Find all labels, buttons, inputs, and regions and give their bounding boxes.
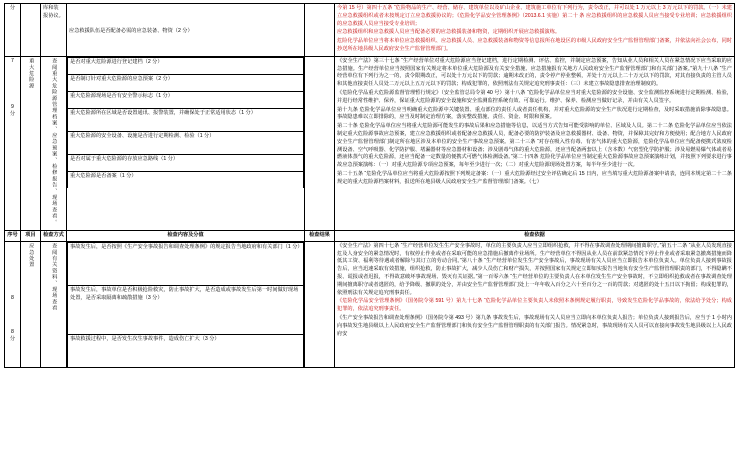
row-basis-top (335, 4, 735, 57)
row-content-top: 应急救援队伍是否配备必需的应急装备、物资（2 分） (67, 4, 305, 57)
table-header-row (5, 230, 735, 241)
header-basis: 检查依据 (335, 230, 735, 241)
content-item: 事故发生后，事故单位是否积极抢险救灾，防止事故扩大，是否造成或事故发生后第一时间做好现场处置，是否采取隔离和疏散措施（3 分） (68, 285, 304, 334)
header-result: 检查结果 (305, 230, 335, 241)
row-item-top (21, 4, 41, 57)
content-item: 重大危险源是否备案（1 分） (68, 171, 304, 188)
content-subtable (67, 57, 304, 188)
content-subtable (67, 242, 304, 367)
row-item-8 (21, 241, 41, 367)
table-row (5, 241, 735, 367)
row-score-top: 分 (5, 4, 21, 57)
row-index-value: 8 (11, 294, 14, 301)
header-item: 项目 (21, 230, 41, 241)
row-content-7 (67, 56, 305, 230)
row-item-7 (21, 56, 41, 230)
row-index-value: 7 (11, 57, 14, 64)
basis-paragraph: 今第 15 号）第四十五条 “危险物品的生产、经营、储存、建筑单位以及矿山企业、建筑施工单位有下列行为，责令改正，并可以处 1 万元以上 3 万元以下的罚款。（一）未建立应急救援组织或者未按规定订立应急救援协议的；《危险化学品安全管理条例》（2013.6.1 实施）第二十 条 应急救援组织的应急救援人员应当接受专业培训；应急救援组织的应急救援人员应当接受专业培训； (337, 5, 732, 27)
inspection-table (4, 3, 735, 368)
row-method-7 (41, 56, 67, 230)
row-method-label: 查阅有关资料、现场查看 (51, 242, 58, 311)
content-item: 是否对重大危险源进行登记建档（2 分） (68, 57, 304, 74)
content-item: 重大危险源所在区域是否设置通讯、报警装置，并确保处于正常适用状态（1 分） (68, 108, 304, 131)
row-method-label: 查阅重大危险源管理档案、应急预案、检修报告、现场查看。 (51, 57, 58, 226)
basis-paragraph: 《危险化学品重大危险源监督管理暂行规定》（安全监管总局令第 40 号）第十八条 “危险化学品单位应当对重大危险源的安全设施、安全监测监控系统进行定期检测、检验，并进行经常性维护、保养，保证重大危险源的安全设施和安全监测监控系统有效、可靠运行。维护、保养、检测应当做好记录，并由有关人员签字。 (337, 89, 732, 104)
table-row (5, 4, 735, 57)
header-seq: 序号 (5, 230, 21, 241)
basis-paragraph: 第二十条 危险化学品单位应当将重大危险源可能发生的事故后果和应急措施等信息，以适当方式告知可能受影响的单位、区域及人员。第二十二条 危险化学品单位应当依法制定重大危险源事故应急预案，建立应急救援组织或者配备应急救援人员，配备必要的防护装备及应急救援器材、设备、物资，并保障其完好和方便使用；配合地方人民政府安全生产监督管理部门制定所在地区涉及本单位的安全生产事故应急预案。第二十三条 “对存在吸入性有毒、有害气体的重大危险源，危险化学品单位应当配备便携式浓度检测设备、空气呼吸器、化学防护服、堵漏器材等应急器材和设备；涉及剧毒气体的重大危险源，还应当配备两套以上（含本数）气密型化学防护服；涉及易燃易爆气体或者易燃液体蒸气的重大危险源，还应当配备一定数量的便携式可燃气体检测设备。”第二十四条 危险化学品单位应当制定重大危险源事故应急预案演练计划，并按照下列要求进行事故应急预案演练：（一）对重大危险源专项应急预案，每年至少进行一次；（二）对重大危险源现场处置方案，每半年至少进行一次。 (337, 123, 732, 169)
basis-paragraph: 《安全生产法》第三十七条 “生产经营单位对重大危险源应当登记建档，进行定期检测、评估、监控，并制定应急预案，告知从业人员和相关人员在紧急情况下应当采取的应急措施。生产经营单位应当按照国家有关规定将本单位重大危险源及有关安全措施、应急措施报有关地方人民政府安全生产监督管理部门和有关部门备案。”第九十八条 “生产经营单位有下列行为之一的，责令限期改正，可以处十万元以下的罚款；逾期未改正的，责令停产停业整顿，并处十万元以上二十万元以下的罚款，对其直接负责的主管人员和其他直接责任人员处二万元以上五万元以下的罚款；构成犯罪的，依照刑法有关规定追究刑事责任：（三）未建立事故隐患排查治理制度的。 (337, 57, 732, 88)
content-item: 事故发生后，是否按照《生产安全事故报告和调查处理条例》的规定报告当地政府和有关部门（1 分） (68, 242, 304, 285)
row-item-label: 应急处置 (28, 242, 35, 268)
row-item-label: 重大危险源 (28, 57, 35, 89)
row-result-7 (305, 56, 335, 230)
row-content-8 (67, 241, 305, 367)
header-content: 检查内容及分值 (67, 230, 305, 241)
method-line-2: 报协议。 (43, 12, 64, 19)
content-item: 是否制订针对重大危险源的应急预案（2 分） (68, 74, 304, 91)
row-score-value: 9 分 (9, 103, 16, 118)
content-item: 重大危险源的安全设备、设施是否进行定期检测、检验（1 分） (68, 131, 304, 154)
basis-paragraph: 危险化学品单位应当将本单位应急救援组织、应急救援人员、应急救援装备和物资等信息报所在地设区的市级人民政府安全生产监督管理部门备案，并依法向社会公布，同时抄送所在地县级人民政府安全生产监督管理部门。 (337, 38, 732, 52)
method-line-1: 库和装 (43, 5, 59, 11)
basis-paragraph: 《危险化学品安全管理条例》（国务院令第 591 号）第九十七条 “危险化学品单位主要负责人未依照本条例规定履行职责，导致发生危险化学品事故的，依法给予处分；构成犯罪的，依法追究刑事责任。 (337, 298, 732, 313)
row-basis-7 (335, 56, 735, 230)
basis-paragraph: 第十九条 危险化学品单位应当明确重大危险源中关键装置、重点部位的责任人或者责任机构，并对重大危险源的安全生产状况进行定期检查，及时采取措施消除事故隐患。事故隐患难以立即排除的，应当及时制定治理方案，落实整改措施、责任、资金、时限和预案。 (337, 106, 732, 121)
header-method: 检查方式 (41, 230, 67, 241)
basis-paragraph: 《安全生产法》第四十七条 “生产经营单位发生生产安全事故时，单位的主要负责人应当立即组织抢救，并不得在事故调查处理期间擅离职守。”第五十二条 “从业人员发现直接危及人身安全的紧急情况时，有权停止作业或者在采取可能的应急措施后撤离作业场所。生产经营单位不得因从业人员在前款紧急情况下停止作业或者采取紧急撤离措施而降低其工资、福利等待遇或者解除与其订立的劳动合同。”第八十条 “生产经营单位发生生产安全事故后，事故现场有关人员应当立即报告本单位负责人。单位负责人接到事故报告后，应当迅速采取有效措施，组织抢救，防止事故扩大，减少人员伤亡和财产损失，并按照国家有关规定立即如实报告当地负有安全生产监督管理职责的部门，不得隐瞒不报、谎报或者迟报，不得故意破坏事故现场、毁灭有关证据。”第一百零六条 “生产经营单位的主要负责人在本单位发生生产安全事故时，不立即组织抢救或者在事故调查处理期间擅离职守或者逃匿的，给予降级、撤职的处分，并由安全生产监督管理部门处上一年年收入百分之六十至百分之一百的罚款；对逃匿的处十五日以下拘留；构成犯罪的，依照刑法有关规定追究刑事责任。 (337, 242, 732, 296)
row-index-8 (5, 241, 21, 367)
row-index-7 (5, 56, 21, 230)
row-method-8 (41, 241, 67, 367)
content-item: 重大危险源现场是否有安全警示标志（1 分） (68, 91, 304, 108)
basis-paragraph: 应急救援组织和应急救援人员应当配备必要的应急救援装备和物资，定期组织开展应急救援演练。 (337, 29, 561, 36)
basis-paragraph: 《生产安全事故报告和调查处理条例》（国务院令第 493 号）第九条 事故发生后，事故现场有关人员应当立即向本单位负责人报告；单位负责人接到报告后，应当于 1 小时内向事故发生地县级以上人民政府安全生产监督管理部门和负有安全生产监督管理职责的有关部门报告。情况紧急时，事故现场有关人员可以直接向事故发生地县级以上人民政府安 (337, 314, 732, 337)
basis-paragraph: 第二十五条 “危险化学品单位应当将重大危险源按照下列规定备案：（一）重大危险源经过安全评估确定后 15 日内，应当填写重大危险源备案申请表，连同本规定第二十二条规定的重大危险源档案材料，报送所在地县级人民政府安全生产监督管理部门备案。（七） (337, 170, 732, 185)
row-result-top (305, 4, 335, 57)
content-item: 事故救援过程中，是否发生次生事故事件，造成伤亡扩大（3 分） (68, 334, 304, 367)
row-score-value: 8 分 (9, 328, 16, 343)
row-basis-8 (335, 241, 735, 367)
row-result-8 (305, 241, 335, 367)
row-method-top (41, 4, 67, 57)
table-row (5, 56, 735, 230)
content-item: 是否对属于重大危险源的存放应急路线（1 分） (68, 154, 304, 171)
